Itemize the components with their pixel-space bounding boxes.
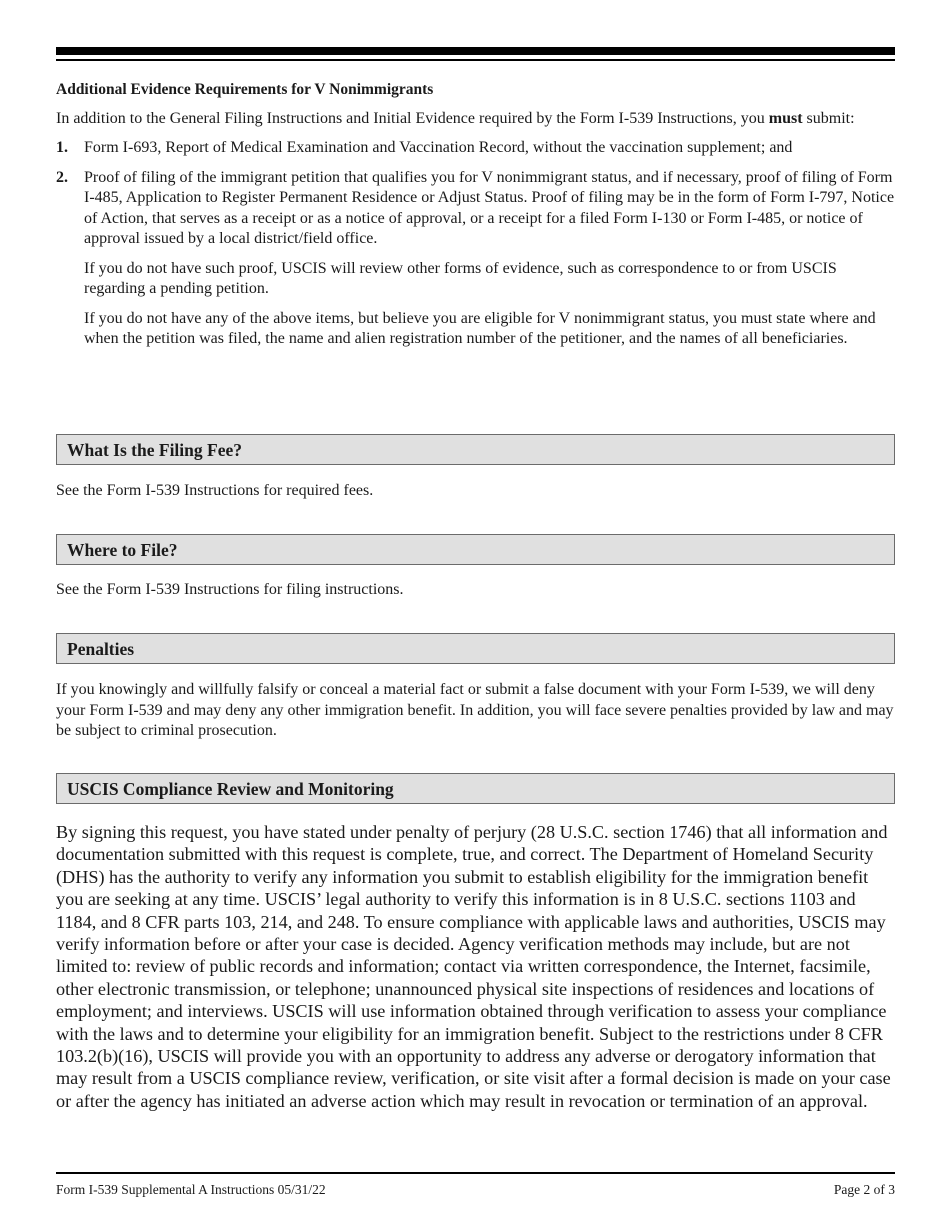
item-paragraph: If you do not have any of the above items, but believe you are eligible for V nonimmigrant status, you must state where and when the petition was filed, the name and alien registration number of the petitioner, and the names of all beneficiaries. — [84, 309, 876, 347]
list-item — [56, 168, 895, 350]
where-to-file-text: See the Form I-539 Instructions for filing instructions. — [56, 581, 404, 598]
footer-page-number: Page 2 of 3 — [833, 1182, 895, 1197]
emphasis-must: must — [768, 109, 803, 127]
list-item — [56, 138, 895, 159]
footer-form-id: Form I-539 Supplemental A Instructions 05/31/22 — [56, 1182, 326, 1197]
section-header-compliance: USCIS Compliance Review and Monitoring — [56, 773, 895, 804]
item-paragraph: Proof of filing of the immigrant petition that qualifies you for V nonimmigrant status, and if necessary, proof of filing of Form I-485, Application to Register Permanent Residence or Adjust Status. Proof of filing may be in the form of Form I-797, Notice of Action, that serves as a receipt or as a notice of approval, or a receipt for a filed Form I-130 or Form I-485, or notice of approval issued by a local district/field office. — [84, 168, 895, 247]
item-paragraph: Form I-693, Report of Medical Examination and Vaccination Record, without the vaccination supplement; and — [84, 139, 793, 156]
section-header-where-to-file: Where to File? — [56, 534, 895, 565]
header-rule-thin — [56, 59, 895, 61]
evidence-list — [56, 138, 895, 350]
compliance-text: By signing this request, you have stated under penalty of perjury (28 U.S.C. section 1746) that all information and documentation submitted with this request is complete, true, and correct. The Department of Homeland Security (DHS) has the authority to verify any information you submit to establish eligibility for the immigration benefit you are seeking at any time. USCIS’ legal authority to verify this information is in 8 U.S.C. sections 1103 and 1184, and 8 CFR parts 103, 214, and 248. To ensure compliance with applicable laws and authorities, USCIS may verify information before or after your case is decided. Agency verification methods may include, but are not limited to: review of public records and information; contact via written correspondence, the Internet, facsimile, other electronic transmission, or telephone; unannounced physical site inspections of residences and locations of employment; and interviews. USCIS will use information obtained through verification to assess your compliance with the laws and to determine your eligibility for an immigration benefit. Subject to the restrictions under 8 CFR 103.2(b)(16), USCIS will provide you with an opportunity to address any adverse or derogatory information that may result from a USCIS compliance review, verification, or site visit after a formal decision is made on your case or after the agency has initiated an adverse action which may result in revocation or termination of an approval. — [56, 822, 891, 1111]
evidence-section — [56, 80, 895, 359]
evidence-intro: In addition to the General Filing Instructions and Initial Evidence required by the Form I-539 Instructions, you must submit: — [56, 109, 855, 127]
item-number: 1. — [56, 139, 68, 156]
document-page — [56, 0, 895, 1230]
section-header-filing-fee: What Is the Filing Fee? — [56, 434, 895, 465]
item-paragraph: If you do not have such proof, USCIS will review other forms of evidence, such as correspondence to or from USCIS regarding a pending petition. — [84, 259, 837, 297]
filing-fee-text: See the Form I-539 Instructions for required fees. — [56, 482, 374, 499]
footer-rule — [56, 1172, 895, 1174]
header-rule-thick — [56, 47, 895, 55]
penalties-text: If you knowingly and willfully falsify or conceal a material fact or submit a false document with your Form I-539, we will deny your Form I-539 and may deny any other immigration benefit. In addition, you will face severe penalties provided by law and may be subject to criminal prosecution. — [56, 681, 894, 739]
evidence-heading: Additional Evidence Requirements for V Nonimmigrants — [56, 81, 434, 98]
item-number: 2. — [56, 168, 68, 186]
section-header-penalties: Penalties — [56, 633, 895, 664]
